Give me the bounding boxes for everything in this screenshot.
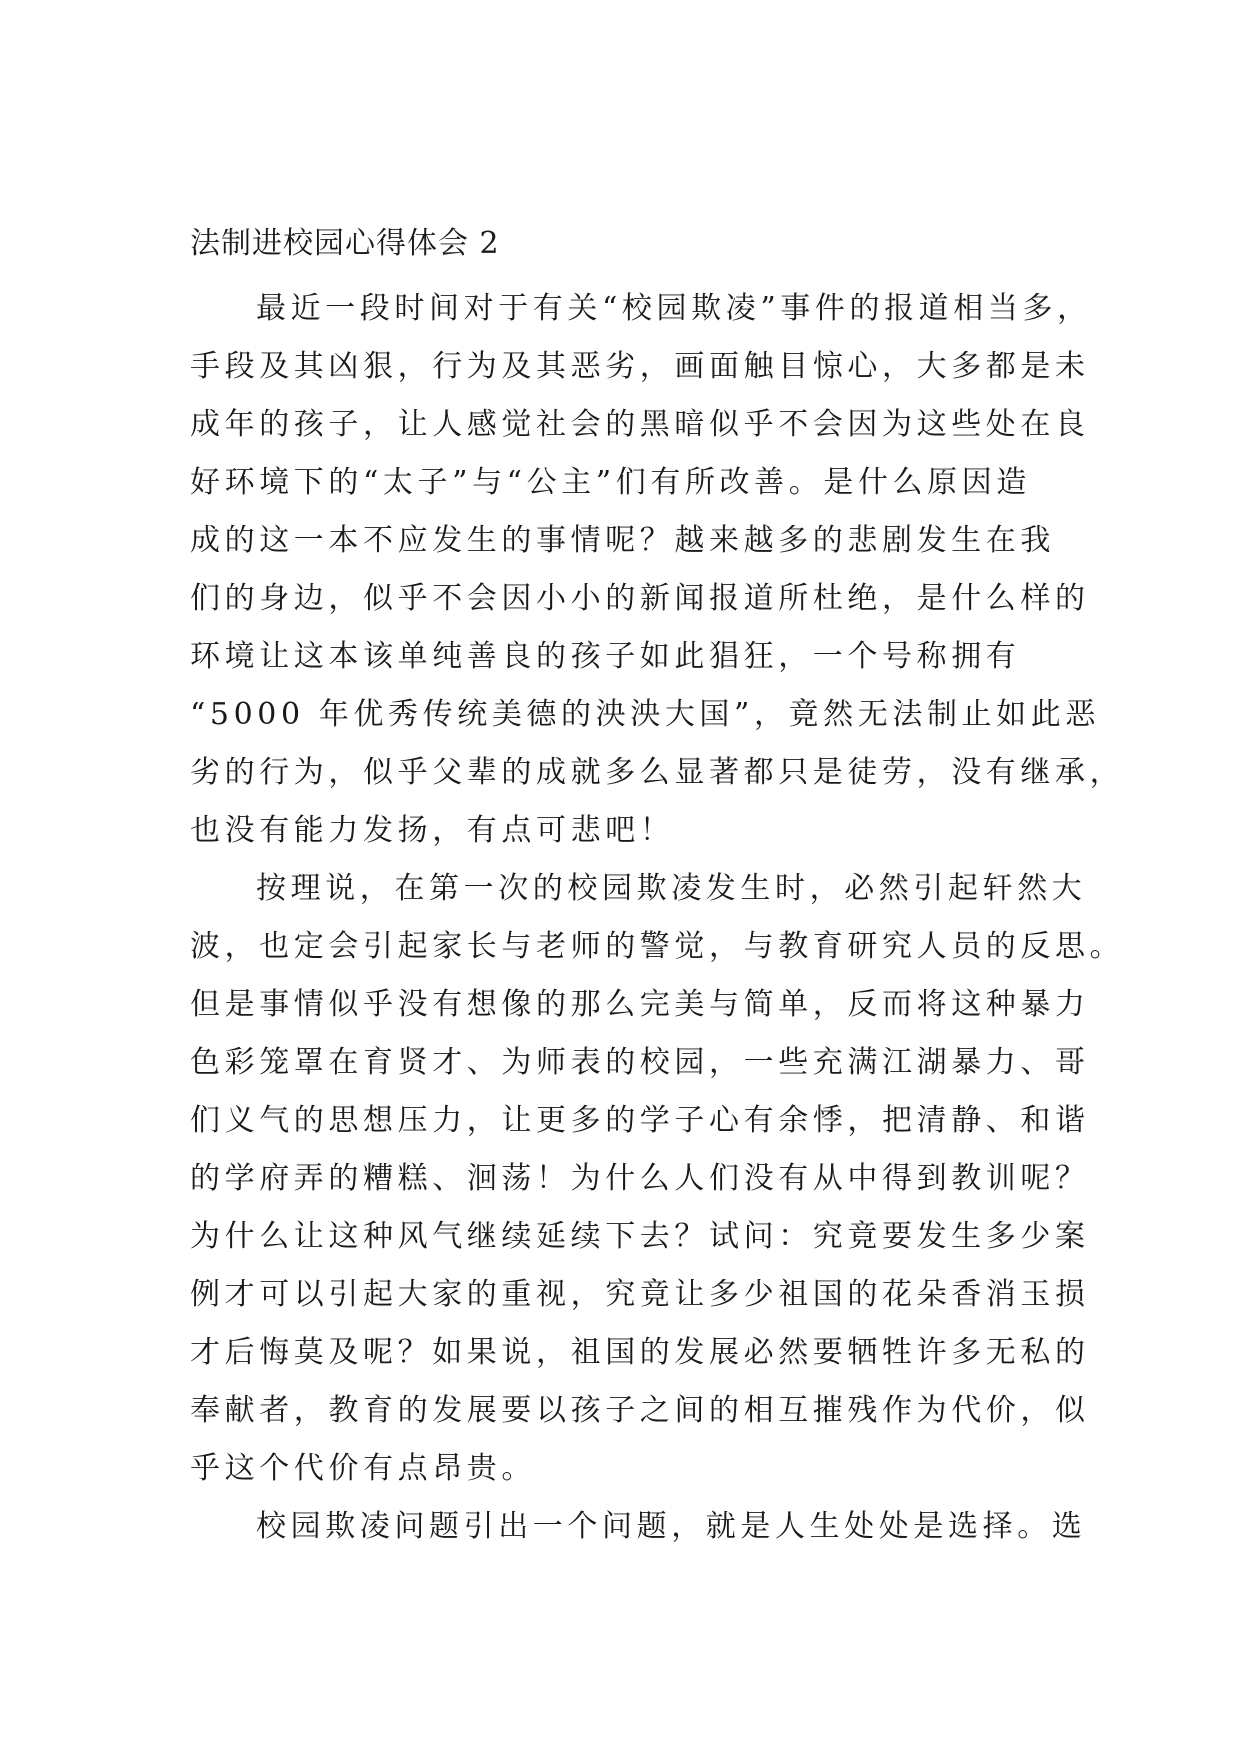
paragraph-line: 例才可以引起大家的重视，究竟让多少祖国的花朵香消玉损 xyxy=(190,1277,1090,1312)
paragraph-line: 们义气的思想压力，让更多的学子心有余悸，把清静、和谐 xyxy=(190,1103,1090,1138)
paragraph-line: 最近一段时间对于有关“校园欺凌”事件的报道相当多， xyxy=(256,291,1092,326)
paragraph-line: 按理说，在第一次的校园欺凌发生时，必然引起轩然大 xyxy=(256,871,1087,906)
paragraph-line: 们的身边，似乎不会因小小的新闻报道所杜绝，是什么样的 xyxy=(190,581,1090,616)
document-title: 法制进校园心得体会 2 xyxy=(190,226,500,261)
paragraph-line: 的学府弄的糟糕、洄荡！为什么人们没有从中得到教训呢？ xyxy=(190,1161,1090,1196)
paragraph-line: 劣的行为，似乎父辈的成就多么显著都只是徒劳，没有继承， xyxy=(190,755,1125,790)
paragraph-line: 但是事情似乎没有想像的那么完美与简单，反而将这种暴力 xyxy=(190,987,1090,1022)
paragraph-line: 好环境下的“太子”与“公主”们有所改善。是什么原因造 xyxy=(190,465,1031,500)
paragraph-line: 手段及其凶狠，行为及其恶劣，画面触目惊心，大多都是未 xyxy=(190,349,1090,384)
paragraph-line: 环境让这本该单纯善良的孩子如此猖狂，一个号称拥有 xyxy=(190,639,1021,674)
paragraph-line: 波，也定会引起家长与老师的警觉，与教育研究人员的反思。 xyxy=(190,929,1125,964)
paragraph-line: 乎这个代价有点昂贵。 xyxy=(190,1451,536,1486)
paragraph-line: “5000 年优秀传统美德的泱泱大国”，竟然无法制止如此恶 xyxy=(190,697,1100,732)
paragraph-line: 也没有能力发扬，有点可悲吧！ xyxy=(190,813,675,848)
paragraph-line: 色彩笼罩在育贤才、为师表的校园，一些充满江湖暴力、哥 xyxy=(190,1045,1090,1080)
paragraph-1 xyxy=(190,280,1125,860)
paragraph-line: 校园欺凌问题引出一个问题，就是人生处处是选择。选 xyxy=(256,1509,1087,1544)
paragraph-line: 奉献者，教育的发展要以孩子之间的相互摧残作为代价，似 xyxy=(190,1393,1090,1428)
paragraph-line: 成年的孩子，让人感觉社会的黑暗似乎不会因为这些处在良 xyxy=(190,407,1090,442)
paragraph-2 xyxy=(190,860,1125,1498)
paragraph-line: 才后悔莫及呢？如果说，祖国的发展必然要牺牲许多无私的 xyxy=(190,1335,1090,1370)
document-body xyxy=(190,280,1125,1556)
paragraph-line: 为什么让这种风气继续延续下去？试问：究竟要发生多少案 xyxy=(190,1219,1090,1254)
paragraph-3 xyxy=(190,1498,1087,1556)
paragraph-line: 成的这一本不应发生的事情呢？越来越多的悲剧发生在我 xyxy=(190,523,1055,558)
